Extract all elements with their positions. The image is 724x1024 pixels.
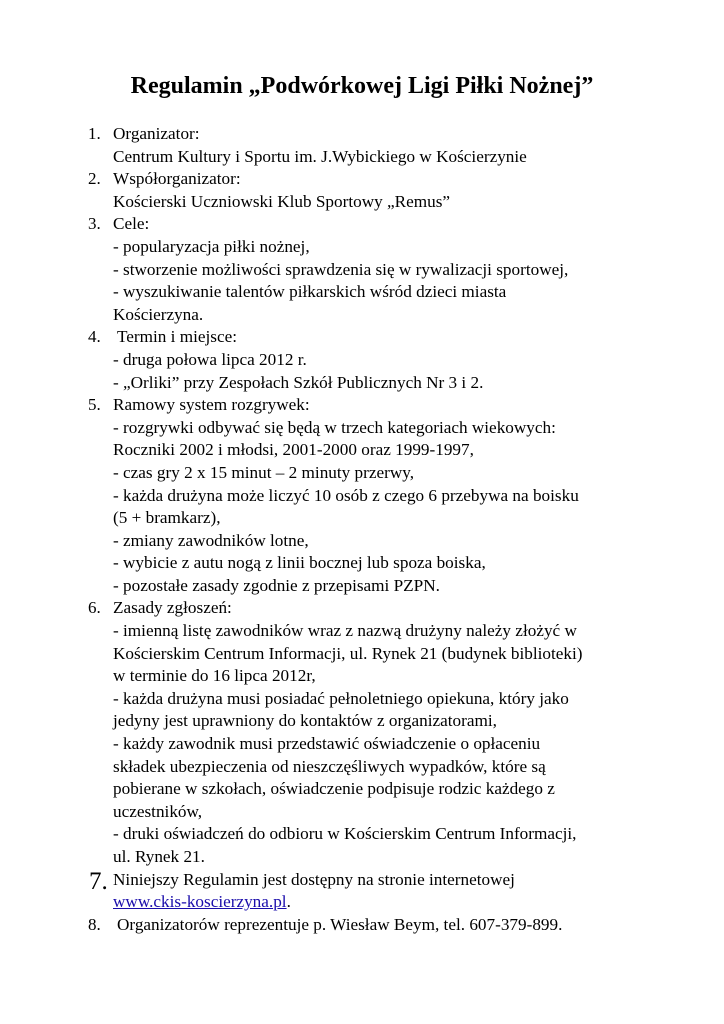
list-item-line: - czas gry 2 x 15 minut – 2 minuty przerwy, xyxy=(113,462,415,482)
list-item-line: Ramowy system rozgrywek: xyxy=(113,395,310,415)
list-item-number: 2. xyxy=(88,169,101,189)
list-item-line: Zasady zgłoszeń: xyxy=(113,598,232,618)
link-suffix: . xyxy=(286,892,291,912)
list-item-line: składek ubezpieczenia od nieszczęśliwych wypadków, które są xyxy=(113,756,546,776)
list-item-line: - druga połowa lipca 2012 r. xyxy=(113,349,307,369)
list-item-line: Centrum Kultury i Sportu im. J.Wybickiego w Kościerzynie xyxy=(113,146,527,166)
list-item-line: Kościerzyna. xyxy=(113,304,204,324)
list-item-number: 1. xyxy=(88,124,101,143)
list-item-line: Współorganizator: xyxy=(113,169,241,189)
list-item-6 xyxy=(0,597,724,868)
list-item-1 xyxy=(0,123,724,168)
list-item-line: Cele: xyxy=(113,214,150,234)
list-item-5 xyxy=(0,394,724,597)
list-item-line: - popularyzacja piłki nożnej, xyxy=(113,236,310,256)
rules-list xyxy=(0,123,724,936)
list-item-line: Kościerski Uczniowski Klub Sportowy „Remus” xyxy=(113,191,451,211)
list-item-number: 5. xyxy=(88,395,101,415)
list-item-line: pobierane w szkołach, oświadczenie podpisuje rodzic każdego z xyxy=(113,779,555,799)
list-item-8 xyxy=(0,914,724,937)
list-item-line: Kościerskim Centrum Informacji, ul. Rynek 21 (budynek biblioteki) xyxy=(113,643,583,663)
list-item-number: 8. xyxy=(88,914,101,934)
list-item-number: 4. xyxy=(88,327,101,347)
list-item-line: Organizator: xyxy=(113,124,200,143)
list-item-line: - każda drużyna może liczyć 10 osób z czego 6 przebywa na boisku xyxy=(113,485,579,505)
list-item-line: - imienną listę zawodników wraz z nazwą drużyny należy złożyć w xyxy=(113,621,577,641)
list-item-line xyxy=(113,891,724,914)
list-item-line: Roczniki 2002 i młodsi, 2001-2000 oraz 1999-1997, xyxy=(113,440,474,460)
list-item-line: uczestników, xyxy=(113,801,203,821)
list-item-line: Termin i miejsce: xyxy=(117,327,238,347)
list-item-line: jedyny jest uprawniony do kontaktów z organizatorami, xyxy=(113,711,497,731)
list-item-2 xyxy=(0,168,724,213)
list-item-4 xyxy=(0,326,724,394)
list-item-line: w terminie do 16 lipca 2012r, xyxy=(113,666,316,686)
list-item-line: - zmiany zawodników lotne, xyxy=(113,530,309,550)
document-title: Regulamin „Podwórkowej Ligi Piłki Nożnej” xyxy=(130,73,594,99)
list-item-7 xyxy=(0,869,724,914)
list-item-line: - każda drużyna musi posiadać pełnoletniego opiekuna, który jako xyxy=(113,688,569,708)
list-item-line: - „Orliki” przy Zespołach Szkół Publicznych Nr 3 i 2. xyxy=(113,372,484,392)
list-item-line: - stworzenie możliwości sprawdzenia się w rywalizacji sportowej, xyxy=(113,259,569,279)
list-item-line: - rozgrywki odbywać się będą w trzech kategoriach wiekowych: xyxy=(113,417,556,437)
list-item-line: - druki oświadczeń do odbioru w Kościerskim Centrum Informacji, xyxy=(113,824,577,844)
list-item-number: 3. xyxy=(88,214,101,234)
list-item-line: Organizatorów reprezentuje p. Wiesław Beym, tel. 607-379-899. xyxy=(117,914,563,934)
list-item-line: ul. Rynek 21. xyxy=(113,847,205,866)
list-item-number: 7. xyxy=(89,867,108,895)
list-item-line: - każdy zawodnik musi przedstawić oświadczenie o opłaceniu xyxy=(113,734,541,754)
list-item-line: - wybicie z autu nogą z linii bocznej lub spoza boiska, xyxy=(113,553,486,573)
website-link[interactable]: www.ckis-koscierzyna.pl xyxy=(113,892,287,912)
list-item-line: - wyszukiwanie talentów piłkarskich wśród dzieci miasta xyxy=(113,282,507,302)
list-item-line: (5 + bramkarz), xyxy=(113,508,221,528)
list-item-3 xyxy=(0,213,724,326)
list-item-number: 6. xyxy=(88,598,101,618)
list-item-line: - pozostałe zasady zgodnie z przepisami PZPN. xyxy=(113,575,440,595)
list-item-line: Niniejszy Regulamin jest dostępny na stronie internetowej xyxy=(113,869,515,889)
